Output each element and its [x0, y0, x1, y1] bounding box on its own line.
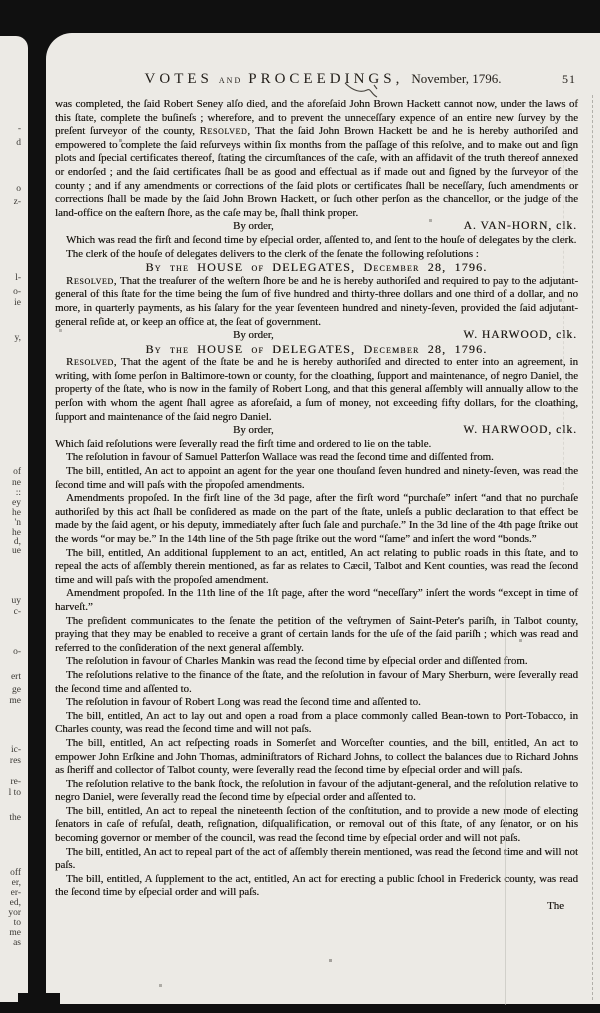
paragraph [55, 451, 578, 465]
text-run: The bill, entitled, An act to appoint an agent for the year one thouſand ſeven hundred and ninety-ſeven, was read the ſecond time and will paſs with the propoſed amendments. [55, 465, 578, 491]
small-caps-word: Resolved, [66, 356, 118, 369]
facing-page-text-fragment: :: [15, 488, 21, 498]
text-run: Amendments propoſed. In the firſt line of the 3d page, after the firſt word “purchaſe” inſert “and that no purchaſe authoriſed by this act ſhall be conſidered as made on the part of the ſtate, unleſs a public declaration to that effect be made by the ſaid agent, or his deputy, immediately after ſuch ſale and purchaſe.” In the 3d line of the 4th page ſtrike out the words “or may be.” In the 14th line of the 5th page ſtrike out the word “ſame” and inſert the word “bonds.” [55, 492, 578, 545]
facing-page-text-fragment: he [12, 528, 21, 538]
small-caps-word: Resolved, [199, 125, 251, 138]
journal-date: November, 1796. [411, 71, 502, 86]
signature-line [55, 424, 578, 438]
text-run: The reſolution in favour of Charles Mankin was read the ſecond time by eſpecial order and diſſented from. [66, 655, 528, 668]
small-caps-word: Resolved, [66, 274, 118, 287]
text-run: The reſolutions relative to the finance of the ſtate, and the reſolution in favour of Mary Sherburn, were ſeverally read the ſecond time and aſſented to. [55, 668, 578, 695]
facing-page-text-fragment: ie [14, 298, 21, 308]
facing-page-text-fragment: o [16, 184, 21, 194]
text-run: The bill, entitled, An act to repeal part of the act of aſſembly therein mentioned, was read the ſecond time and will not paſs. [55, 845, 578, 872]
scan-noise-speckles [0, 0, 1, 1]
gutter-shadow-foot [18, 993, 60, 1009]
facing-page-text-fragment: to [13, 918, 21, 928]
facing-page-text-fragment: res [9, 756, 21, 766]
paragraph [55, 275, 578, 329]
signature-line [55, 329, 578, 343]
facing-page-text-fragment: ed, [9, 898, 21, 908]
facing-page-text-fragment: yor [8, 908, 21, 918]
text-run: That the treaſurer of the weſtern ſhore be and he is hereby authoriſed and required to pay to the adjutant-general of this ſtate for the time being the ſum of five hundred and thirty-three dollars and one third of a dollar, and no more, in quarterly payments, as his ſalary for the year ſeventeen hundred and ninety-ſeven, provided the ſaid adjutant-general reſide at, or keep an office at, the ſeat of government. [55, 274, 578, 328]
facing-page-text-fragment: d [16, 138, 21, 148]
clerk-name: W. HARWOOD, clk. [463, 424, 577, 437]
text-run: Which was read the firſt and ſecond time by eſpecial order, aſſented to, and ſent to the houſe of delegates by the clerk. [66, 233, 577, 246]
text-run: was completed, the ſaid Robert Seney alſo died, and the aforeſaid John Brown Hackett cannot now, under the laws of this ſtate, complete the buſineſs ; wherefore, and to prevent the unneceſſary expence of an entire new ſurvey by the preſent ſurveyor of the county, [55, 98, 578, 138]
page [46, 33, 600, 1004]
text-run: The bill, entitled, An act reſpecting roads in Somerſet and Worceſter counties, and the bill, entitled, An act to empower John Erſkine and John Thomas, adminiſtrators of Richard Johns, to collect the balances due to Richard Johns as ſheriff and collector of Talbot county, were ſeverally read the ſecond time by eſpecial order and will paſs. [55, 736, 578, 777]
by-order-label: By order, [233, 220, 274, 233]
journal-title-word: VOTES [144, 71, 213, 87]
facing-page-text-fragment: ne [12, 478, 21, 488]
text-run: The bill, entitled, An additional ſupplement to an act, entitled, An act relating to public roads in this ſtate, and to repeal the acts of aſſembly therein mentioned, as far as relates to Cæcil, Talbot and Kent counties, was read the ſecond time and will paſs with the propoſed amendment. [55, 546, 578, 586]
paragraph [55, 547, 578, 588]
text-run: Amendment propoſed. In the 11th line of the 1ſt page, after the word “neceſſary” inſert the words “except in time of harveſt.” [55, 587, 578, 613]
paragraph [55, 737, 578, 778]
facing-page-text-fragment: 'n [14, 518, 21, 528]
facing-page-text-fragment: of [13, 467, 21, 477]
paragraph [55, 465, 578, 492]
page-fold-line [592, 95, 593, 1000]
page-number: 51 [562, 72, 576, 86]
section-heading: By the HOUSE of DELEGATES, December 28, 1796. [145, 341, 488, 356]
paragraph [55, 805, 578, 846]
paragraph [55, 356, 578, 424]
facing-page-text-fragment: the [9, 813, 21, 823]
clerk-name: A. VAN-HORN, clk. [463, 220, 577, 233]
text-run: The bill, entitled, An act to lay out and open a road from a place commonly called Bean-town to Port-Tobacco, in Charles county, was read the ſecond time and will not paſs. [55, 709, 578, 736]
facing-page-text-fragment: me [9, 928, 21, 938]
text-run: That the agent of the ſtate be and he is hereby authoriſed and directed to enter into an agreement, in writing, with ſome perſon in Baltimore-town or county, for the cloathing, ſupport and maintenance, of negro Daniel, the property of the ſtate, who is now in the family of Robert Long, and that this general aſſembly will annually allow to the perſon with whom the agent ſhall agree as aforeſaid, a ſum of money, not exceeding fifty dollars, for the cloathing, ſupport and maintenance of the ſaid negro Daniel. [55, 356, 578, 423]
facing-page-text-fragment: y, [14, 333, 21, 343]
facing-page-text-fragment: me [9, 696, 21, 706]
facing-page-text-fragment: c- [13, 607, 21, 617]
text-run: The clerk of the houſe of delegates delivers to the clerk of the ſenate the following reſolutions : [66, 247, 479, 260]
facing-page-text-fragment: ic- [10, 745, 21, 755]
facing-page-text-fragment: ey [12, 498, 21, 508]
text-run: The bill, entitled, An act to repeal the nineteenth ſection of the conſtitution, and to provide a new mode of electing ſenators in caſe of refuſal, death, reſignation, diſqualification, or removal out of this ſtate, of any ſenator, or on his becoming governor or member of the council, was read the ſecond time by eſpecial order and will not paſs. [55, 804, 578, 845]
text-run: The reſolution relative to the bank ſtock, the reſolution in favour of the adjutant-general, and the reſolution relative to negro Daniel, were ſeverally read the ſecond time by eſpecial order and aſſented to. [55, 777, 578, 804]
clerk-name: W. HARWOOD, clk. [463, 329, 577, 342]
paragraph [55, 615, 578, 656]
facing-page-text-fragment: l- [15, 273, 21, 283]
page-fold-line [563, 130, 564, 490]
facing-page-text-fragment: ert [10, 672, 21, 682]
paragraph [55, 234, 578, 248]
signature-line [55, 220, 578, 234]
facing-page-edge-fragments [0, 36, 28, 1002]
facing-page-text-fragment: er- [10, 888, 21, 898]
journal-title-and: and [218, 74, 243, 86]
paragraph [55, 710, 578, 737]
facing-page-text-fragment: as [13, 938, 21, 948]
paragraph [55, 846, 578, 873]
paragraph [55, 778, 578, 805]
facing-page-text-fragment: re- [10, 777, 21, 787]
paragraph [55, 873, 578, 900]
page-body [55, 98, 578, 914]
journal-title-word: PROCEEDINGS, [248, 71, 404, 87]
section-heading: By the HOUSE of DELEGATES, December 28, 1796. [145, 260, 488, 275]
facing-page-text-fragment: ue [12, 546, 21, 556]
facing-page-text-fragment: z- [13, 197, 21, 207]
facing-page-text-fragment: er, [11, 878, 21, 888]
text-run: The preſident communicates to the ſenate the petition of the veſtrymen of Saint-Peter's pariſh, in Talbot county, praying that they may be enabled to receive a grant of certain lands for the uſe of the ſaid pariſh ; which was read and referred to the conſideration of the next general aſſembly. [55, 614, 578, 654]
paragraph [55, 587, 578, 614]
facing-page-text-fragment: l to [8, 788, 21, 798]
facing-page-text-fragment: o- [13, 287, 21, 297]
by-order-label: By order, [233, 424, 274, 437]
facing-page-text-fragment: uy [11, 596, 21, 606]
paragraph [55, 98, 578, 220]
facing-page-text-fragment: - [17, 124, 21, 134]
facing-page-text-fragment: he [12, 508, 21, 518]
text-run: The reſolution in favour of Robert Long was read the ſecond time and aſſented to. [66, 696, 421, 709]
by-order-label: By order, [233, 329, 274, 342]
paragraph [55, 492, 578, 546]
text-run: Which ſaid reſolutions were ſeverally read the firſt time and ordered to lie on the table. [55, 437, 432, 450]
text-run: The reſolution in favour of Samuel Patterſon Wallace was read the ſecond time and diſſented from. [66, 451, 494, 464]
paragraph [55, 696, 578, 710]
facing-page-text-fragment: o- [13, 647, 21, 657]
facing-page-text-fragment: off [10, 868, 21, 878]
paragraph [55, 248, 578, 262]
paragraph [55, 438, 578, 452]
paragraph [55, 655, 578, 669]
facing-page-text-fragment: ge [12, 685, 21, 695]
paragraph [55, 669, 578, 696]
text-run: That the ſaid John Brown Hackett be and he is hereby authoriſed and empowered to complete the ſaid reſurveys within ſix months from the paſſage of this reſolve, and to make out and ſign plots and ſpecial certificates thereof, ſtating the circumſtances of the caſe, with an affidavit of the truth thereof annexed or endorſed ; and the ſaid certificates ſhall be as good and effectual as if made out and ſigned by the ſurveyor of the county ; and if any amendments or corrections of the ſaid plots or certificates ſhall be neceſſary, ſuch amendments or corrections ſhall be made by the ſaid John Brown Hackett, or ſuch other perſon as the chancellor, or the judge of the land-office on the eaſtern ſhore, as the caſe may be, ſhall think proper. [55, 125, 578, 219]
running-head [46, 70, 600, 88]
facing-page-text-fragment: d, [13, 537, 21, 547]
text-run: The bill, entitled, A ſupplement to the act, entitled, An act for erecting a public ſchool in Frederick county, was read the ſecond time by eſpecial order and will paſs. [55, 872, 578, 899]
catchword: The [547, 900, 564, 913]
page-fold-line [505, 615, 506, 1005]
